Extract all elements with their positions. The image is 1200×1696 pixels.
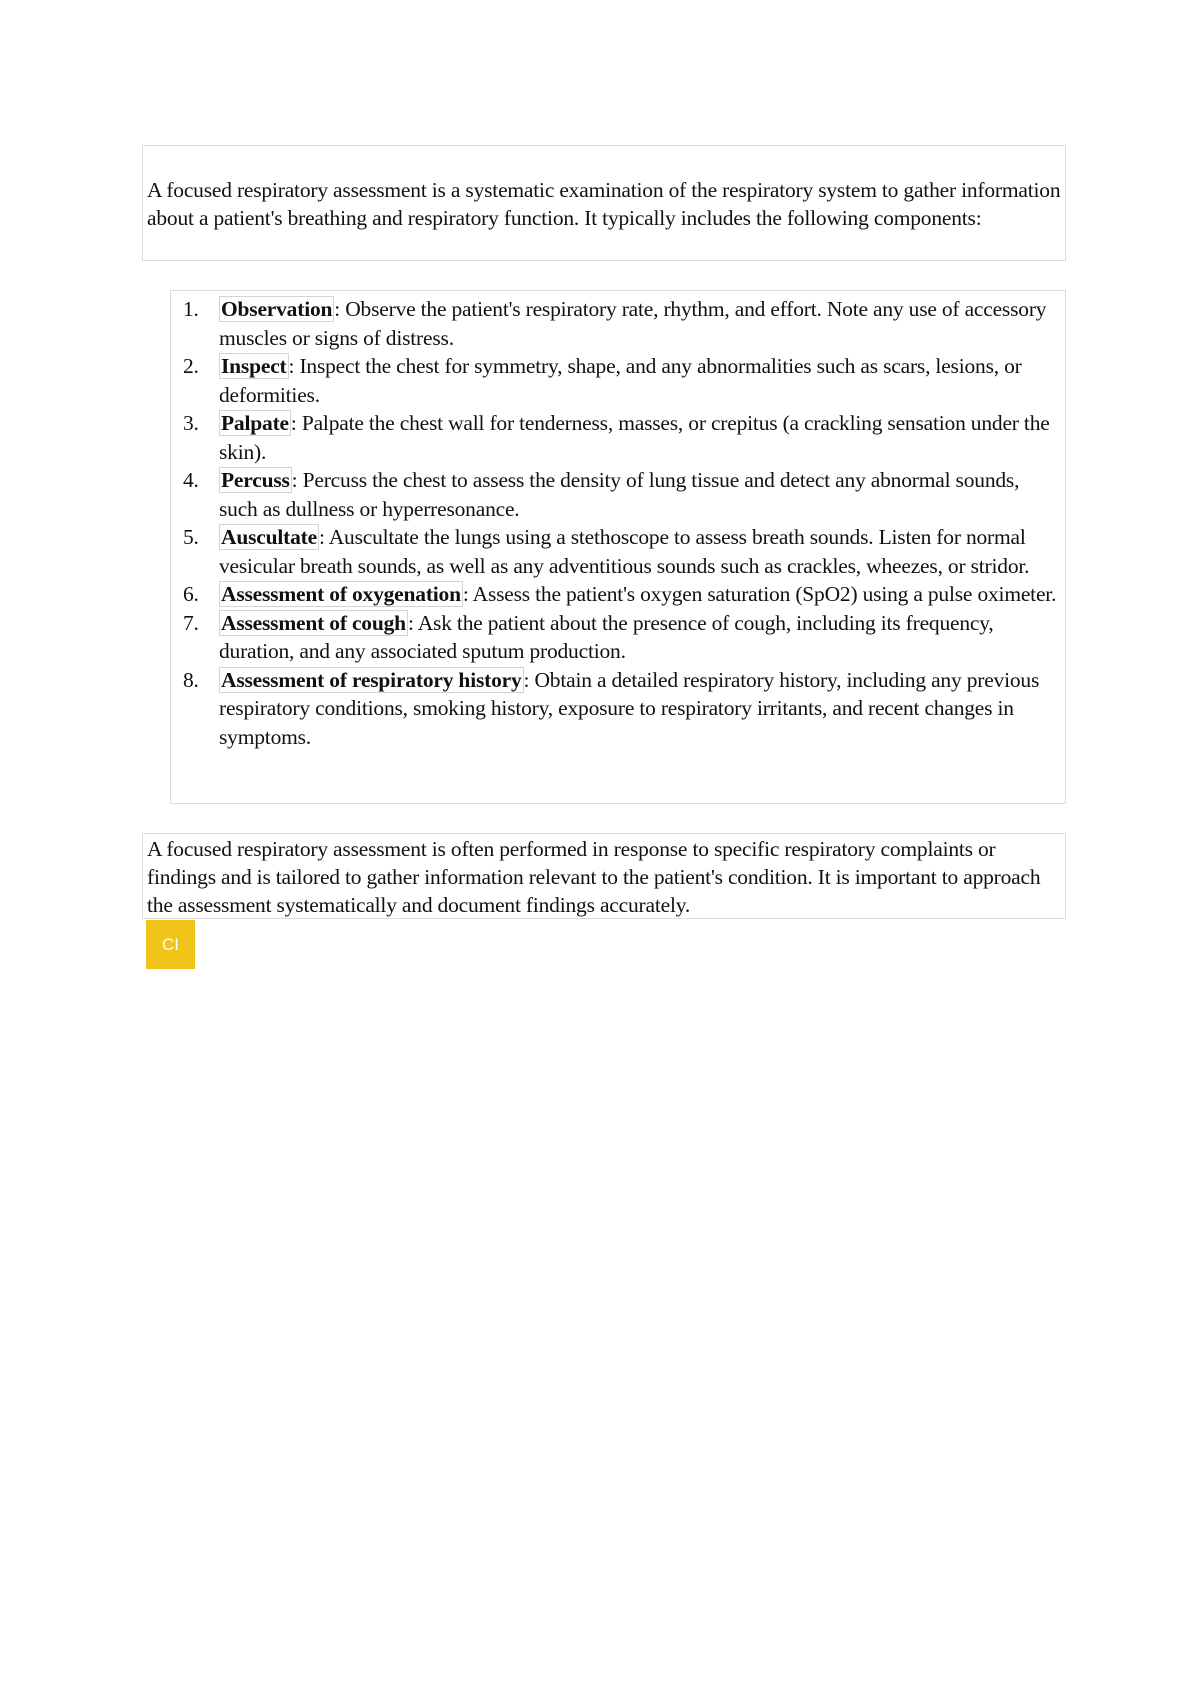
list-item-description: : Auscultate the lungs using a stethoscope to assess breath sounds. Listen for normal vesicular breath sounds, as well as any adventitious sounds such as crackles, wheezes, or stridor. <box>219 525 1030 578</box>
list-item-description: : Assess the patient's oxygen saturation (SpO2) using a pulse oximeter. <box>462 582 1057 606</box>
list-item <box>171 523 1067 580</box>
list-item-term: Observation <box>221 297 333 321</box>
closing-text: A focused respiratory assessment is often performed in response to specific respiratory complaints or findings and is tailored to gather information relevant to the patient's condition. It is important to approach the assessment systematically and document findings accurately. <box>147 837 1041 917</box>
list-item-description: : Palpate the chest wall for tenderness, masses, or crepitus (a crackling sensation under the skin). <box>219 411 1050 464</box>
list-item-term: Assessment of oxygenation <box>221 582 461 606</box>
list-item-number: 4. <box>183 468 199 492</box>
list-item-number: 2. <box>183 354 199 378</box>
components-list <box>171 295 1067 751</box>
list-item <box>171 409 1067 466</box>
list-item <box>171 580 1067 609</box>
list-item <box>171 466 1067 523</box>
list-item <box>171 609 1067 666</box>
ci-badge[interactable]: CI <box>146 920 195 969</box>
list-item-description: : Inspect the chest for symmetry, shape, and any abnormalities such as scars, lesions, or deformities. <box>219 354 1022 407</box>
list-item-term: Percuss <box>221 468 290 492</box>
list-item-description: : Ask the patient about the presence of cough, including its frequency, duration, and any associated sputum production. <box>219 610 994 663</box>
list-item-term: Assessment of cough <box>221 610 406 635</box>
list-item-number: 5. <box>183 525 199 549</box>
list-item-number: 3. <box>183 411 199 435</box>
list-item <box>171 666 1067 752</box>
list-item-number: 8. <box>183 667 199 692</box>
list-item-term: Palpate <box>221 411 289 435</box>
list-item-description: : Obtain a detailed respiratory history, including any previous respiratory conditions, smoking history, exposure to respiratory irritants, and recent changes in symptoms. <box>219 667 1040 749</box>
list-item <box>171 295 1067 352</box>
intro-text: A focused respiratory assessment is a systematic examination of the respiratory system to gather information about a patient's breathing and respiratory function. It typically includes the following components: <box>147 178 1061 230</box>
closing-paragraph <box>142 833 1066 919</box>
intro-paragraph <box>142 145 1066 261</box>
list-item-description: : Percuss the chest to assess the density of lung tissue and detect any abnormal sounds, such as dullness or hyperresonance. <box>219 468 1020 521</box>
list-item-description: : Observe the patient's respiratory rate, rhythm, and effort. Note any use of accessory muscles or signs of distress. <box>219 297 1047 350</box>
list-item-term: Auscultate <box>221 525 317 549</box>
list-item <box>171 352 1067 409</box>
list-item-number: 1. <box>183 297 199 321</box>
list-item-number: 7. <box>183 610 199 635</box>
list-item-term: Inspect <box>221 354 287 378</box>
components-list-box <box>170 290 1066 804</box>
list-item-number: 6. <box>183 582 199 606</box>
list-item-term: Assessment of respiratory history <box>221 667 522 692</box>
